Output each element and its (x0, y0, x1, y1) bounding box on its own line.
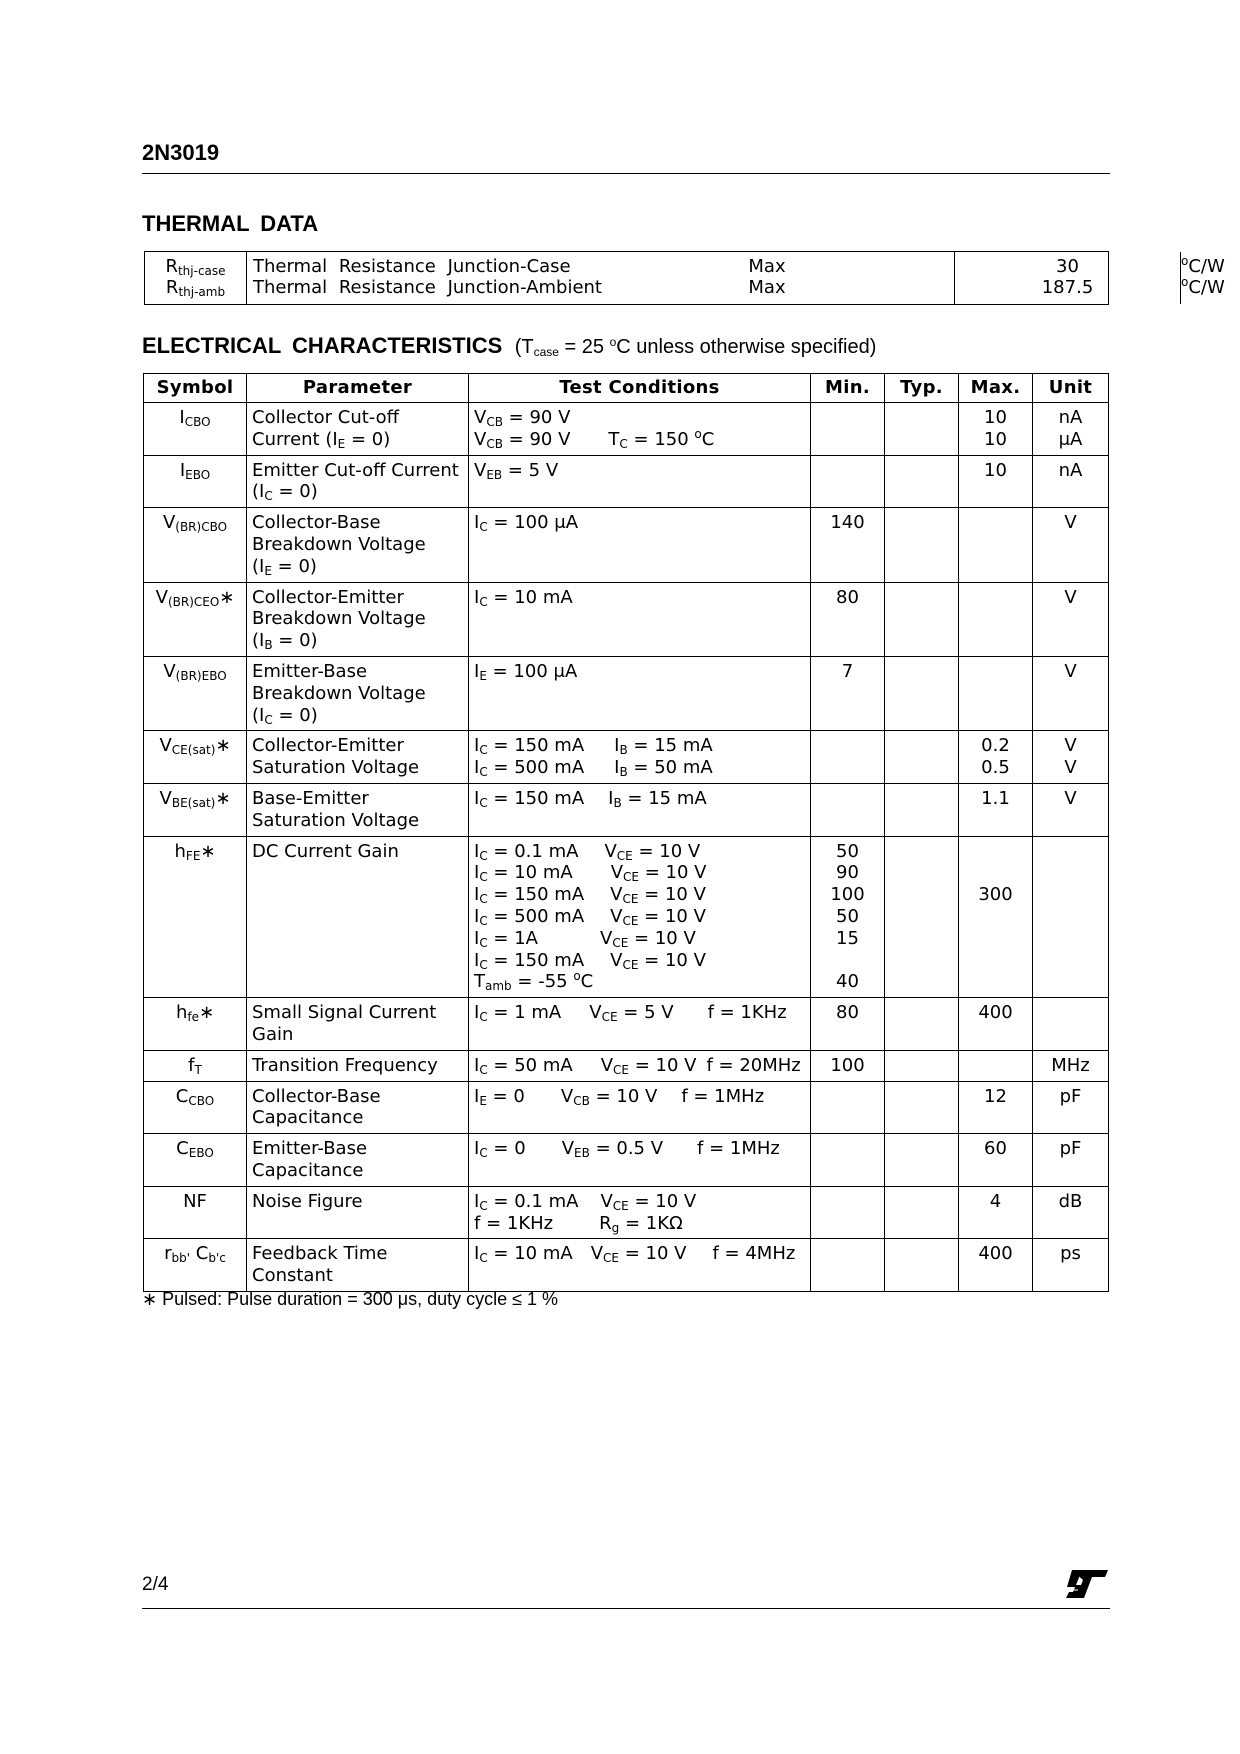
table-row (144, 731, 1109, 784)
max-cell (959, 731, 1033, 784)
condition-line: $I_C = 1A$ $V_{CE} = 10$ V (474, 927, 696, 950)
min-cell (811, 1186, 885, 1239)
unit-cell (1033, 1050, 1109, 1081)
table-row (144, 1134, 1109, 1187)
max-cell (959, 1134, 1033, 1187)
max-cell (959, 656, 1033, 730)
parameter-line: Collector-Emitter (252, 586, 404, 608)
conditions-cell (469, 731, 811, 784)
part-number: 2N3019 (142, 140, 220, 165)
st-logo-icon (1064, 1568, 1110, 1602)
condition-line: $I_C = 10$ mA $V_{CE} = 10$ V (474, 862, 707, 885)
thermal-parameter (247, 277, 954, 298)
thermal-data-table: $R_{thj-case}$ $R_{thj-amb}$ Thermal Resistance Junction-Case Max Thermal Resistance Junction-Ambient Max 30 187.5 $^o$C/W $^o$C/W (144, 251, 1109, 305)
unit-cell (1033, 836, 1109, 998)
condition-line: $I_C = 150$ mA $I_B = 15$ mA (474, 735, 713, 758)
conditions-cell (469, 582, 811, 656)
min-value: 80 (836, 1002, 859, 1024)
unit-value: V (1064, 735, 1077, 757)
electrical-title-text: ELECTRICAL CHARACTERISTICS (142, 333, 503, 358)
condition-line: $I_C = 150$ mA $I_B = 15$ mA (474, 787, 707, 810)
max-value: 10 (984, 428, 1007, 450)
max-cell (959, 1081, 1033, 1134)
typ-cell (885, 455, 959, 508)
typ-cell (885, 731, 959, 784)
typ-cell (885, 1134, 959, 1187)
typ-cell (885, 1186, 959, 1239)
max-value: 400 (978, 1002, 1013, 1024)
typ-cell (885, 783, 959, 836)
condition-line: $I_C = 100$ μA (474, 512, 579, 535)
table-row (144, 1050, 1109, 1081)
max-cell (959, 1050, 1033, 1081)
unit-cell (1033, 508, 1109, 582)
max-value: 1.1 (981, 787, 1010, 809)
page-number: 2/4 (142, 1574, 169, 1595)
symbol-cell: $r_{bb'}$ $C_{b'c}$ (144, 1239, 247, 1292)
parameter-line: Collector Cut-off (252, 407, 400, 428)
min-value: 100 (830, 884, 865, 906)
symbol-cell: $V_{(BR)CBO}$ (144, 508, 247, 582)
parameter-line: $(I_B = 0)$ (252, 630, 318, 653)
unit-value: MHz (1051, 1054, 1090, 1076)
thermal-symbol: $R_{thj-amb}$ (165, 277, 226, 299)
max-cell (959, 836, 1033, 998)
parameter-cell (247, 998, 469, 1051)
parameter-cell (247, 455, 469, 508)
max-value: 0.5 (981, 757, 1010, 779)
max-cell (959, 403, 1033, 456)
parameter-line: Breakdown Voltage (252, 682, 426, 704)
condition-line: $V_{CB} = 90$ V (474, 407, 571, 429)
typ-cell (885, 582, 959, 656)
table-row (144, 1081, 1109, 1134)
unit-cell (1033, 1186, 1109, 1239)
min-cell (811, 1050, 885, 1081)
unit-cell (1033, 1134, 1109, 1187)
parameter-cell (247, 1081, 469, 1134)
conditions-cell (469, 1081, 811, 1134)
table-row (144, 508, 1109, 582)
min-value: 7 (841, 660, 854, 682)
symbol-cell: $V_{(BR)EBO}$ (144, 656, 247, 730)
parameter-line: Current $(I_E = 0)$ (252, 428, 391, 451)
parameter-cell (247, 783, 469, 836)
min-cell (811, 656, 885, 730)
typ-cell (885, 656, 959, 730)
parameter-line: Feedback Time (252, 1243, 388, 1265)
parameter-line: $(I_E = 0)$ (252, 555, 317, 578)
condition-line: $I_C = 500$ mA $I_B = 50$ mA (474, 757, 713, 780)
header-test-conditions: Test Conditions (469, 374, 811, 403)
conditions-cell (469, 656, 811, 730)
parameter-line: Capacitance (252, 1159, 364, 1181)
symbol-cell: $f_T$ (144, 1050, 247, 1081)
parameter-cell (247, 582, 469, 656)
min-value: 90 (836, 862, 859, 884)
parameter-line: Collector-Emitter (252, 735, 404, 757)
thermal-value: 187.5 (1041, 277, 1094, 298)
symbol-cell: $C_{CBO}$ (144, 1081, 247, 1134)
min-cell (811, 1081, 885, 1134)
header-symbol: Symbol (144, 374, 247, 403)
parameter-cell (247, 508, 469, 582)
conditions-cell (469, 1239, 811, 1292)
parameter-cell (247, 656, 469, 730)
min-cell (811, 582, 885, 656)
parameter-line: Breakdown Voltage (252, 608, 426, 630)
max-value: 12 (984, 1085, 1007, 1107)
parameter-cell (247, 403, 469, 456)
parameter-cell (247, 1134, 469, 1187)
parameter-line: Emitter Cut-off Current (252, 459, 459, 481)
parameter-line: Breakdown Voltage (252, 533, 426, 555)
parameter-line: Gain (252, 1023, 294, 1045)
unit-cell (1033, 1081, 1109, 1134)
conditions-cell (469, 403, 811, 456)
symbol-cell: $V_{(BR)CEO}∗$ (144, 582, 247, 656)
parameter-cell (247, 836, 469, 998)
symbol-cell: $C_{EBO}$ (144, 1134, 247, 1187)
typ-cell (885, 1239, 959, 1292)
thermal-value: 30 (1056, 256, 1079, 277)
unit-cell (1033, 403, 1109, 456)
unit-value: V (1064, 512, 1077, 534)
table-row (144, 455, 1109, 508)
table-row (144, 403, 1109, 456)
min-cell (811, 403, 885, 456)
min-value: 140 (830, 512, 865, 534)
unit-value: V (1064, 586, 1077, 608)
typ-cell (885, 403, 959, 456)
conditions-cell (469, 1134, 811, 1187)
condition-line: $I_E = 100$ μA (474, 660, 578, 683)
conditions-cell (469, 998, 811, 1051)
min-cell (811, 998, 885, 1051)
conditions-cell (469, 836, 811, 998)
typ-cell (885, 508, 959, 582)
thermal-data-title: THERMAL DATA (142, 211, 319, 236)
unit-value: μA (1058, 428, 1083, 450)
symbol-cell: $I_{CBO}$ (144, 403, 247, 456)
conditions-cell (469, 508, 811, 582)
thermal-parameter-text: Thermal Resistance Junction-Case (253, 256, 571, 277)
max-cell (959, 582, 1033, 656)
st-logo (1064, 1568, 1110, 1607)
min-value (816, 950, 879, 972)
unit-value: ps (1060, 1243, 1081, 1265)
min-cell (811, 783, 885, 836)
parameter-line: $(I_C = 0)$ (252, 704, 318, 727)
table-row (144, 656, 1109, 730)
thermal-parameter (247, 256, 954, 277)
parameter-line: Collector-Base (252, 1085, 381, 1107)
max-value: 0.2 (981, 735, 1010, 757)
parameter-cell (247, 1050, 469, 1081)
condition-line: f = 1KHz $R_g = 1K\Omega$ (474, 1212, 683, 1235)
max-value (964, 862, 1027, 884)
condition-line: $V_{CB} = 90$ V $T_C = 150$ $^o$C (474, 426, 715, 451)
unit-value: nA (1058, 459, 1083, 481)
max-value: 300 (978, 884, 1013, 906)
max-value: 10 (984, 459, 1007, 481)
typ-cell (885, 998, 959, 1051)
unit-cell (1033, 998, 1109, 1051)
electrical-characteristics-title (142, 333, 876, 359)
unit-cell (1033, 731, 1109, 784)
max-cell (959, 1186, 1033, 1239)
unit-cell (1033, 1239, 1109, 1292)
thermal-parameter-text: Thermal Resistance Junction-Ambient (253, 277, 602, 298)
min-cell (811, 836, 885, 998)
condition-line: $I_C = 10$ mA $V_{CE} = 10$ V f = 4MHz (474, 1243, 796, 1266)
table-header-row (144, 374, 1109, 403)
max-value: 60 (984, 1138, 1007, 1160)
parameter-line: Noise Figure (252, 1190, 363, 1212)
min-value: 40 (836, 971, 859, 993)
condition-line: $I_E = 0$ $V_{CB} = 10$ V f = 1MHz (474, 1085, 765, 1108)
thermal-limit: Max (748, 256, 786, 277)
max-value (964, 841, 1027, 863)
conditions-cell (469, 455, 811, 508)
parameter-line: Capacitance (252, 1107, 364, 1129)
parameter-line: Base-Emitter (252, 787, 369, 809)
thermal-symbol-column (145, 252, 247, 304)
parameter-cell (247, 731, 469, 784)
parameter-line: Emitter-Base (252, 660, 368, 682)
unit-value: V (1064, 757, 1077, 779)
condition-line: $I_C = 0.1$ mA $V_{CE} = 10$ V (474, 840, 701, 863)
min-value: 15 (836, 927, 859, 949)
conditions-cell (469, 1050, 811, 1081)
max-value: 4 (989, 1190, 1002, 1212)
min-value: 100 (830, 1054, 865, 1076)
max-cell (959, 1239, 1033, 1292)
symbol-cell: $h_{fe}∗$ (144, 998, 247, 1051)
header-rule (142, 173, 1110, 174)
symbol-cell: $I_{EBO}$ (144, 455, 247, 508)
table-row (144, 582, 1109, 656)
max-value: 400 (978, 1243, 1013, 1265)
condition-line: $I_C = 50$ mA $V_{CE} = 10$ V f = 20MHz (474, 1054, 801, 1077)
conditions-cell (469, 1186, 811, 1239)
unit-cell (1033, 582, 1109, 656)
max-cell (959, 508, 1033, 582)
electrical-characteristics-table (143, 373, 1109, 1292)
max-value: 10 (984, 407, 1007, 428)
parameter-line: Small Signal Current (252, 1002, 437, 1024)
min-cell (811, 731, 885, 784)
min-cell (811, 1239, 885, 1292)
unit-cell (1033, 455, 1109, 508)
min-value: 50 (836, 840, 859, 862)
max-cell (959, 783, 1033, 836)
electrical-title-condition: ($T_{case} = 25$ $^o$C unless otherwise specified) (514, 335, 877, 359)
min-value: 80 (836, 586, 859, 608)
symbol-cell: $h_{FE}∗$ (144, 836, 247, 998)
table-row (144, 783, 1109, 836)
parameter-line: Transition Frequency (252, 1054, 438, 1076)
unit-value: pF (1059, 1085, 1082, 1107)
condition-line: $I_C = 500$ mA $V_{CE} = 10$ V (474, 905, 706, 928)
parameter-line: DC Current Gain (252, 840, 399, 862)
header-max: Max. (959, 374, 1033, 403)
thermal-symbol: $R_{thj-case}$ (165, 256, 226, 278)
condition-line: $I_C = 0.1$ mA $V_{CE} = 10$ V (474, 1190, 697, 1213)
thermal-value-column (955, 252, 1181, 304)
table-row (144, 1186, 1109, 1239)
unit-value: V (1064, 660, 1077, 682)
parameter-cell (247, 1239, 469, 1292)
min-cell (811, 455, 885, 508)
condition-line: $I_C = 0$ $V_{EB} = 0.5$ V f = 1MHz (474, 1138, 780, 1161)
condition-line: $I_C = 150$ mA $V_{CE} = 10$ V (474, 884, 706, 907)
symbol-cell: $V_{CE(sat)}∗$ (144, 731, 247, 784)
max-cell (959, 455, 1033, 508)
min-cell (811, 1134, 885, 1187)
table-row (144, 998, 1109, 1051)
condition-line: $I_C = 150$ mA $V_{CE} = 10$ V (474, 949, 706, 972)
parameter-line: $(I_C = 0)$ (252, 481, 318, 504)
header-unit: Unit (1033, 374, 1109, 403)
max-cell (959, 998, 1033, 1051)
footer-rule (142, 1608, 1110, 1609)
header-min: Min. (811, 374, 885, 403)
symbol-cell: NF (144, 1186, 247, 1239)
parameter-line: Constant (252, 1265, 333, 1287)
min-value: 50 (836, 905, 859, 927)
unit-value: V (1064, 787, 1077, 809)
thermal-limit: Max (748, 277, 786, 298)
header-parameter: Parameter (247, 374, 469, 403)
unit-cell (1033, 656, 1109, 730)
typ-cell (885, 836, 959, 998)
thermal-parameter-column (247, 252, 955, 304)
condition-line: $I_C = 10$ mA (474, 586, 573, 609)
symbol-cell: $V_{BE(sat)}∗$ (144, 783, 247, 836)
typ-cell (885, 1050, 959, 1081)
header-typ: Typ. (885, 374, 959, 403)
pulsed-footnote: ∗ Pulsed: Pulse duration = 300 μs, duty cycle ≤ 1 % (142, 1289, 559, 1309)
unit-value: nA (1058, 407, 1083, 428)
parameter-line: Saturation Voltage (252, 757, 420, 779)
unit-value: pF (1059, 1138, 1082, 1160)
table-row (144, 836, 1109, 998)
parameter-line: Saturation Voltage (252, 809, 420, 831)
typ-cell (885, 1081, 959, 1134)
condition-line: $I_C = 1$ mA $V_{CE} = 5$ V f = 1KHz (474, 1002, 787, 1025)
parameter-line: Emitter-Base (252, 1138, 368, 1160)
parameter-cell (247, 1186, 469, 1239)
unit-cell (1033, 783, 1109, 836)
parameter-line: Collector-Base (252, 512, 381, 534)
conditions-cell (469, 783, 811, 836)
table-row (144, 1239, 1109, 1292)
unit-value: dB (1058, 1190, 1083, 1212)
condition-line: $V_{EB} = 5$ V (474, 459, 559, 482)
min-cell (811, 508, 885, 582)
condition-line: $T_{amb} = -55$ $^o$C (474, 969, 594, 994)
